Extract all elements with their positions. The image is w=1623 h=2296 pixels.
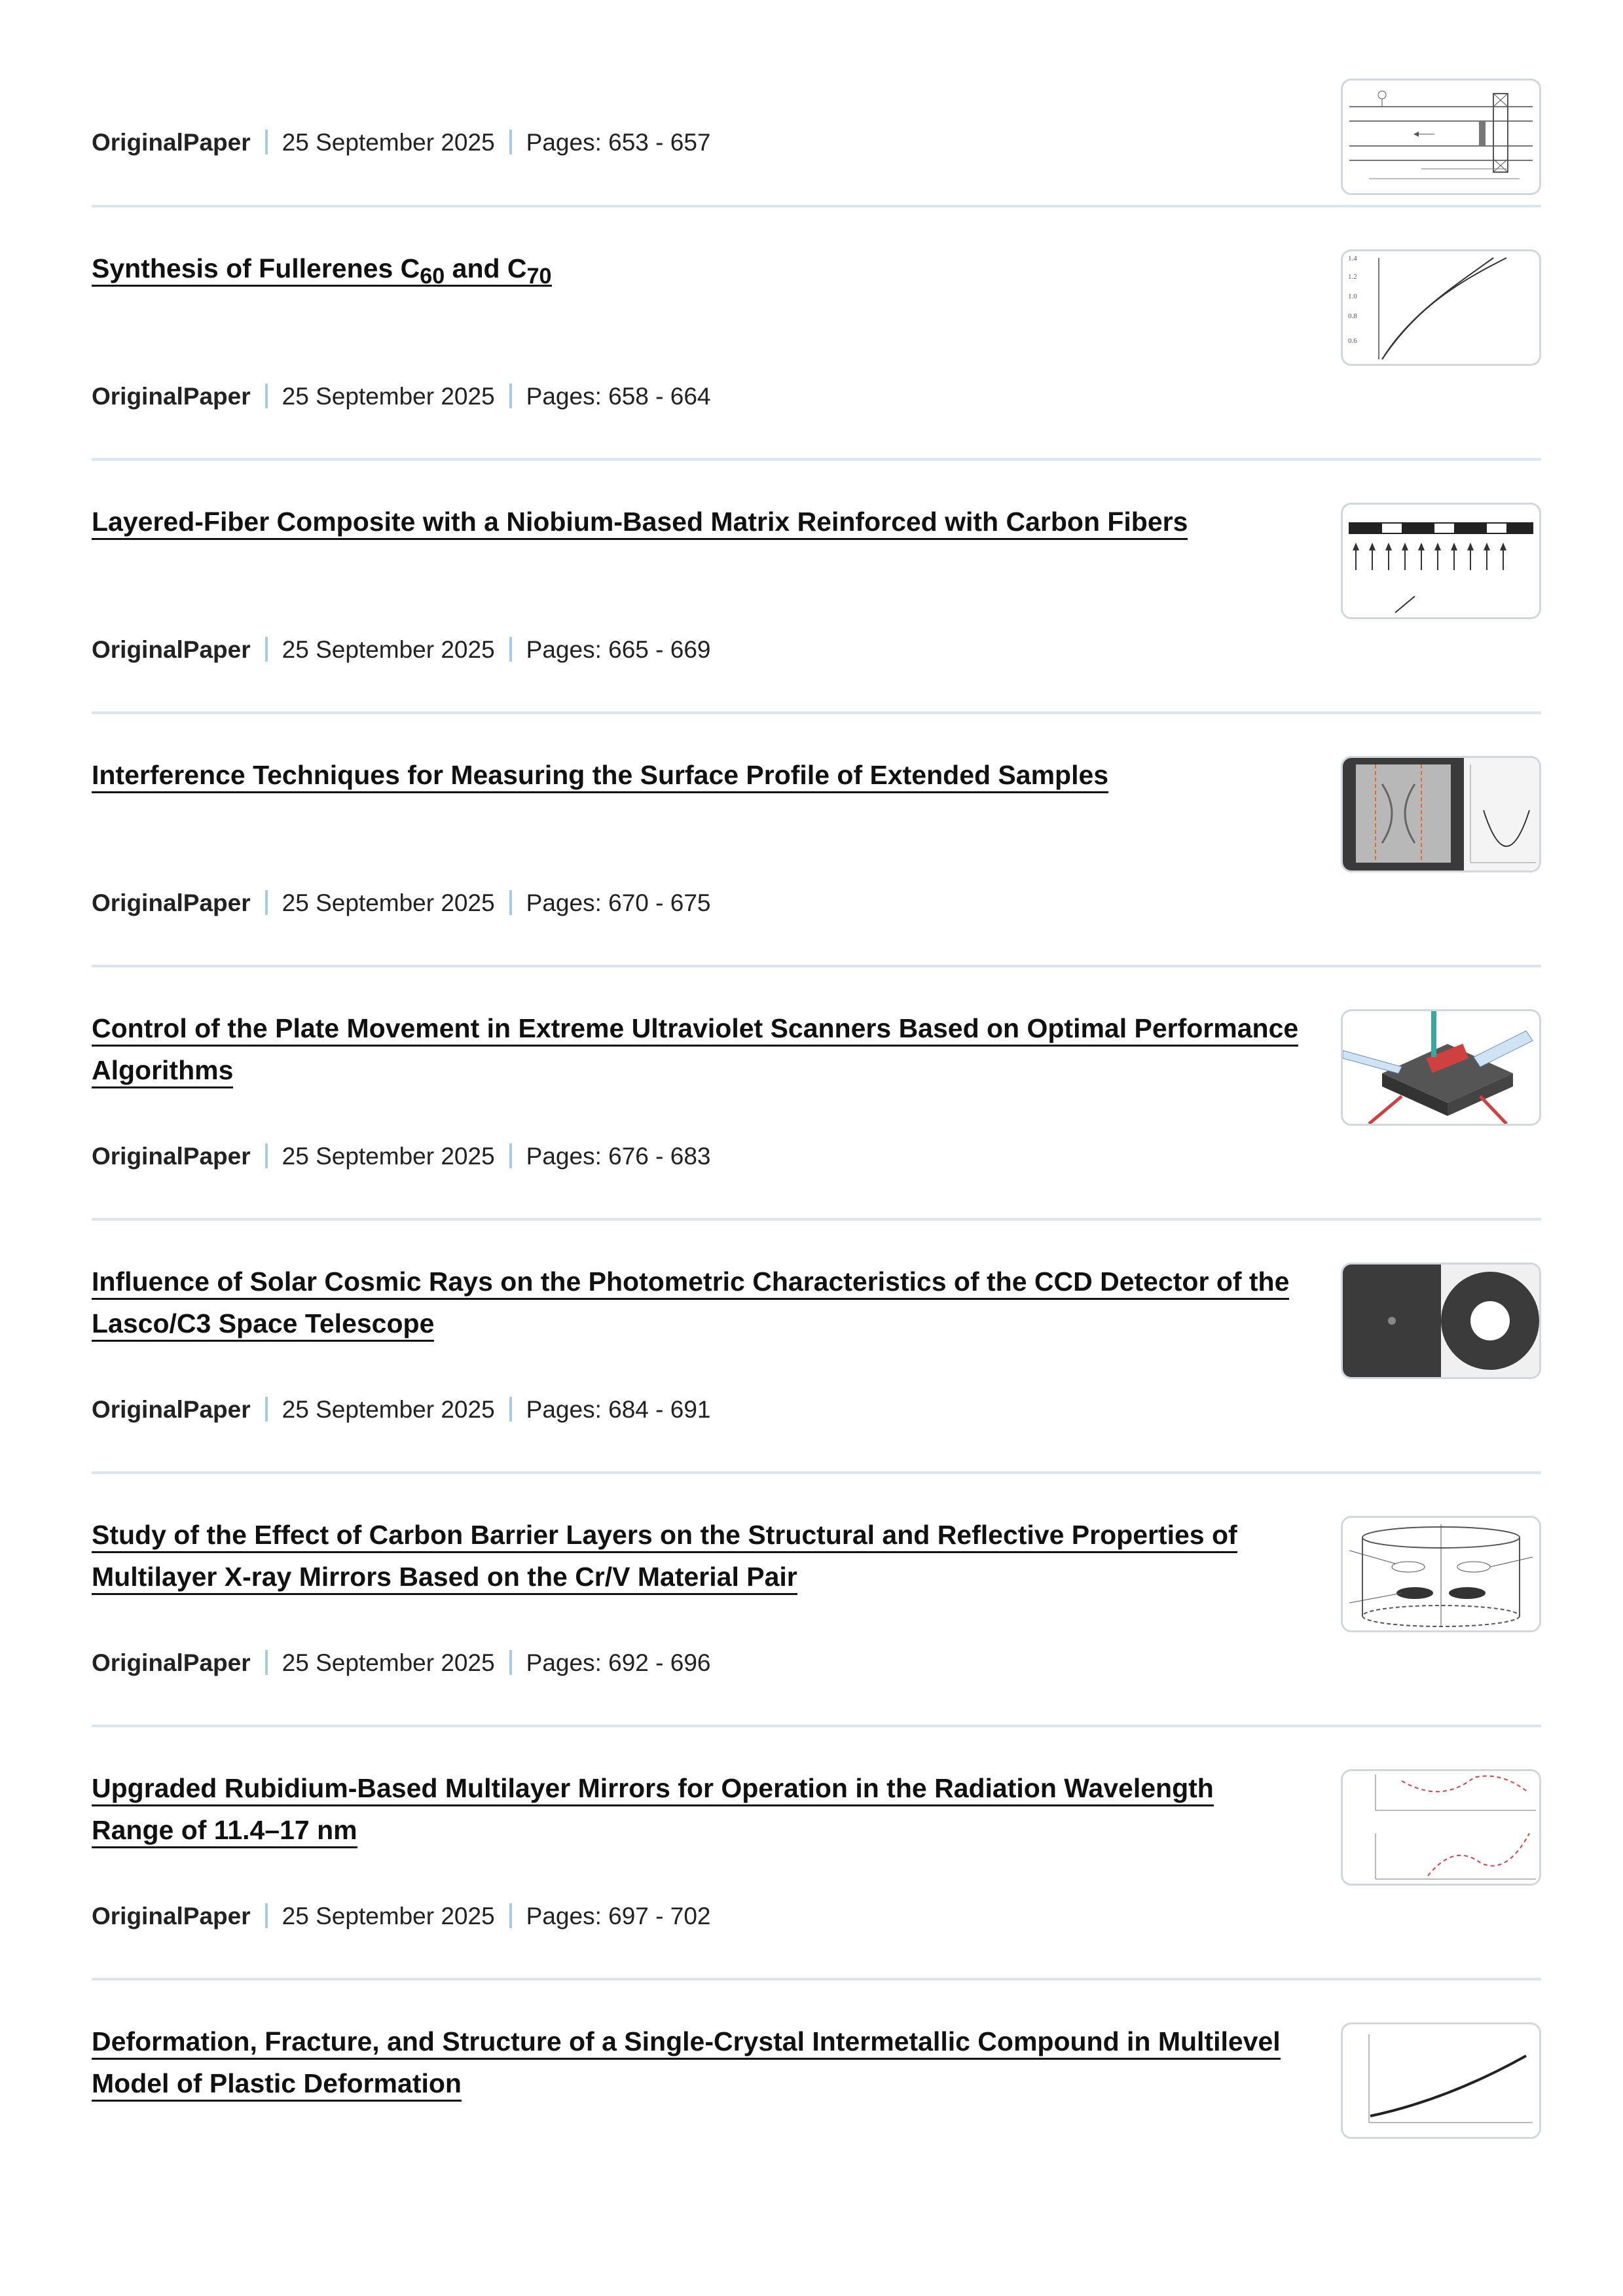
content-type: OriginalPaper	[92, 636, 251, 663]
meta-separator	[509, 1397, 512, 1422]
article-title	[92, 1261, 1303, 1344]
article-meta	[92, 1143, 710, 1170]
page-range: Pages: 658 - 664	[526, 383, 711, 410]
page-range: Pages: 684 - 691	[526, 1396, 711, 1423]
article-title	[92, 1007, 1303, 1091]
content-type: OriginalPaper	[92, 383, 251, 410]
publish-date: 25 September 2025	[282, 1649, 495, 1676]
meta-separator	[265, 1903, 268, 1928]
meta-separator	[265, 890, 268, 915]
publish-date: 25 September 2025	[282, 1396, 495, 1423]
article-item	[92, 1471, 1541, 1727]
article-item	[92, 1218, 1541, 1474]
thumb-tick: 1.0	[1348, 293, 1357, 300]
article-title-link[interactable]: Deformation, Fracture, and Structure of a Single-Crystal Intermetallic Compound in Multilevel Model of Plastic Deformation	[92, 2026, 1281, 2102]
page-range: Pages: 692 - 696	[526, 1649, 711, 1676]
meta-separator	[509, 637, 512, 662]
thumb-tick: 1.4	[1348, 255, 1357, 262]
meta-separator	[265, 1397, 268, 1422]
publish-date: 25 September 2025	[282, 383, 495, 410]
meta-separator	[265, 1650, 268, 1675]
meta-separator	[265, 637, 268, 662]
article-item	[92, 965, 1541, 1221]
meta-separator	[509, 1903, 512, 1928]
article-meta	[92, 129, 710, 156]
article-meta	[92, 383, 710, 410]
meta-separator	[509, 130, 512, 154]
page-range: Pages: 676 - 683	[526, 1143, 711, 1170]
publish-date: 25 September 2025	[282, 1903, 495, 1929]
article-title	[92, 1514, 1303, 1598]
meta-separator	[509, 384, 512, 408]
article-item	[92, 0, 1541, 207]
publish-date: 25 September 2025	[282, 129, 495, 156]
content-type: OriginalPaper	[92, 1903, 251, 1929]
article-title	[92, 2020, 1303, 2104]
content-type: OriginalPaper	[92, 129, 251, 156]
publish-date: 25 September 2025	[282, 1143, 495, 1170]
article-meta	[92, 636, 710, 664]
ccd-image-thumbnail[interactable]	[1341, 1263, 1541, 1379]
content-type: OriginalPaper	[92, 1143, 251, 1170]
meta-separator	[265, 1143, 268, 1168]
scanner-plate-thumbnail[interactable]	[1341, 1009, 1541, 1126]
meta-separator	[509, 1650, 512, 1675]
publish-date: 25 September 2025	[282, 889, 495, 916]
article-meta	[92, 1649, 710, 1677]
page-range: Pages: 653 - 657	[526, 129, 711, 156]
article-title-link[interactable]: Interference Techniques for Measuring the Surface Profile of Extended Samples	[92, 760, 1108, 793]
article-item	[92, 711, 1541, 967]
page-range: Pages: 697 - 702	[526, 1903, 711, 1929]
article-title-link[interactable]: Layered-Fiber Composite with a Niobium-Based Matrix Reinforced with Carbon Fibers	[92, 507, 1188, 540]
thumb-tick: 0.8	[1348, 312, 1357, 320]
article-meta	[92, 1903, 710, 1930]
article-title-link[interactable]: Upgraded Rubidium-Based Multilayer Mirrors for Operation in the Radiation Wavelength Range of 11.4–17 nm	[92, 1773, 1214, 1848]
thumb-tick: 0.6	[1348, 337, 1357, 345]
article-meta	[92, 1396, 710, 1424]
article-item	[92, 458, 1541, 714]
article-title	[92, 501, 1303, 543]
article-item	[92, 205, 1541, 461]
chamber-diagram-thumbnail[interactable]	[1341, 1516, 1541, 1632]
article-item	[92, 1725, 1541, 1981]
article-meta	[92, 889, 710, 917]
thumb-tick: 1.2	[1348, 273, 1357, 281]
article-title-link[interactable]: Control of the Plate Movement in Extreme Ultraviolet Scanners Based on Optimal Performance Algorithms	[92, 1013, 1298, 1088]
content-type: OriginalPaper	[92, 1396, 251, 1423]
layered-strip-thumbnail[interactable]	[1341, 503, 1541, 619]
article-title-link[interactable]: Synthesis of Fullerenes $C_{60}$ and $C_{70}$	[92, 253, 552, 289]
page-range: Pages: 665 - 669	[526, 636, 711, 663]
article-item	[92, 1978, 1541, 2231]
content-type: OriginalPaper	[92, 889, 251, 916]
article-title-link[interactable]: Study of the Effect of Carbon Barrier Layers on the Structural and Reflective Properties of Multilayer X-ray Mirrors Based on the Cr/V Material Pair	[92, 1520, 1237, 1595]
curve-plot-thumbnail[interactable]	[1341, 249, 1541, 366]
interference-image-thumbnail[interactable]	[1341, 756, 1541, 872]
content-type: OriginalPaper	[92, 1649, 251, 1676]
meta-separator	[509, 1143, 512, 1168]
article-title	[92, 754, 1303, 796]
article-title-link[interactable]: Influence of Solar Cosmic Rays on the Photometric Characteristics of the CCD Detector of the Lasco/C3 Space Telescope	[92, 1266, 1289, 1342]
article-title	[92, 1767, 1303, 1851]
dashed-curves-thumbnail[interactable]	[1341, 1769, 1541, 1886]
meta-separator	[265, 384, 268, 408]
rising-curve-thumbnail[interactable]	[1341, 2022, 1541, 2139]
page-range: Pages: 670 - 675	[526, 889, 711, 916]
meta-separator	[265, 130, 268, 154]
pipe-diagram-thumbnail[interactable]	[1341, 79, 1541, 195]
meta-separator	[509, 890, 512, 915]
publish-date: 25 September 2025	[282, 636, 495, 663]
article-title	[92, 247, 1303, 297]
